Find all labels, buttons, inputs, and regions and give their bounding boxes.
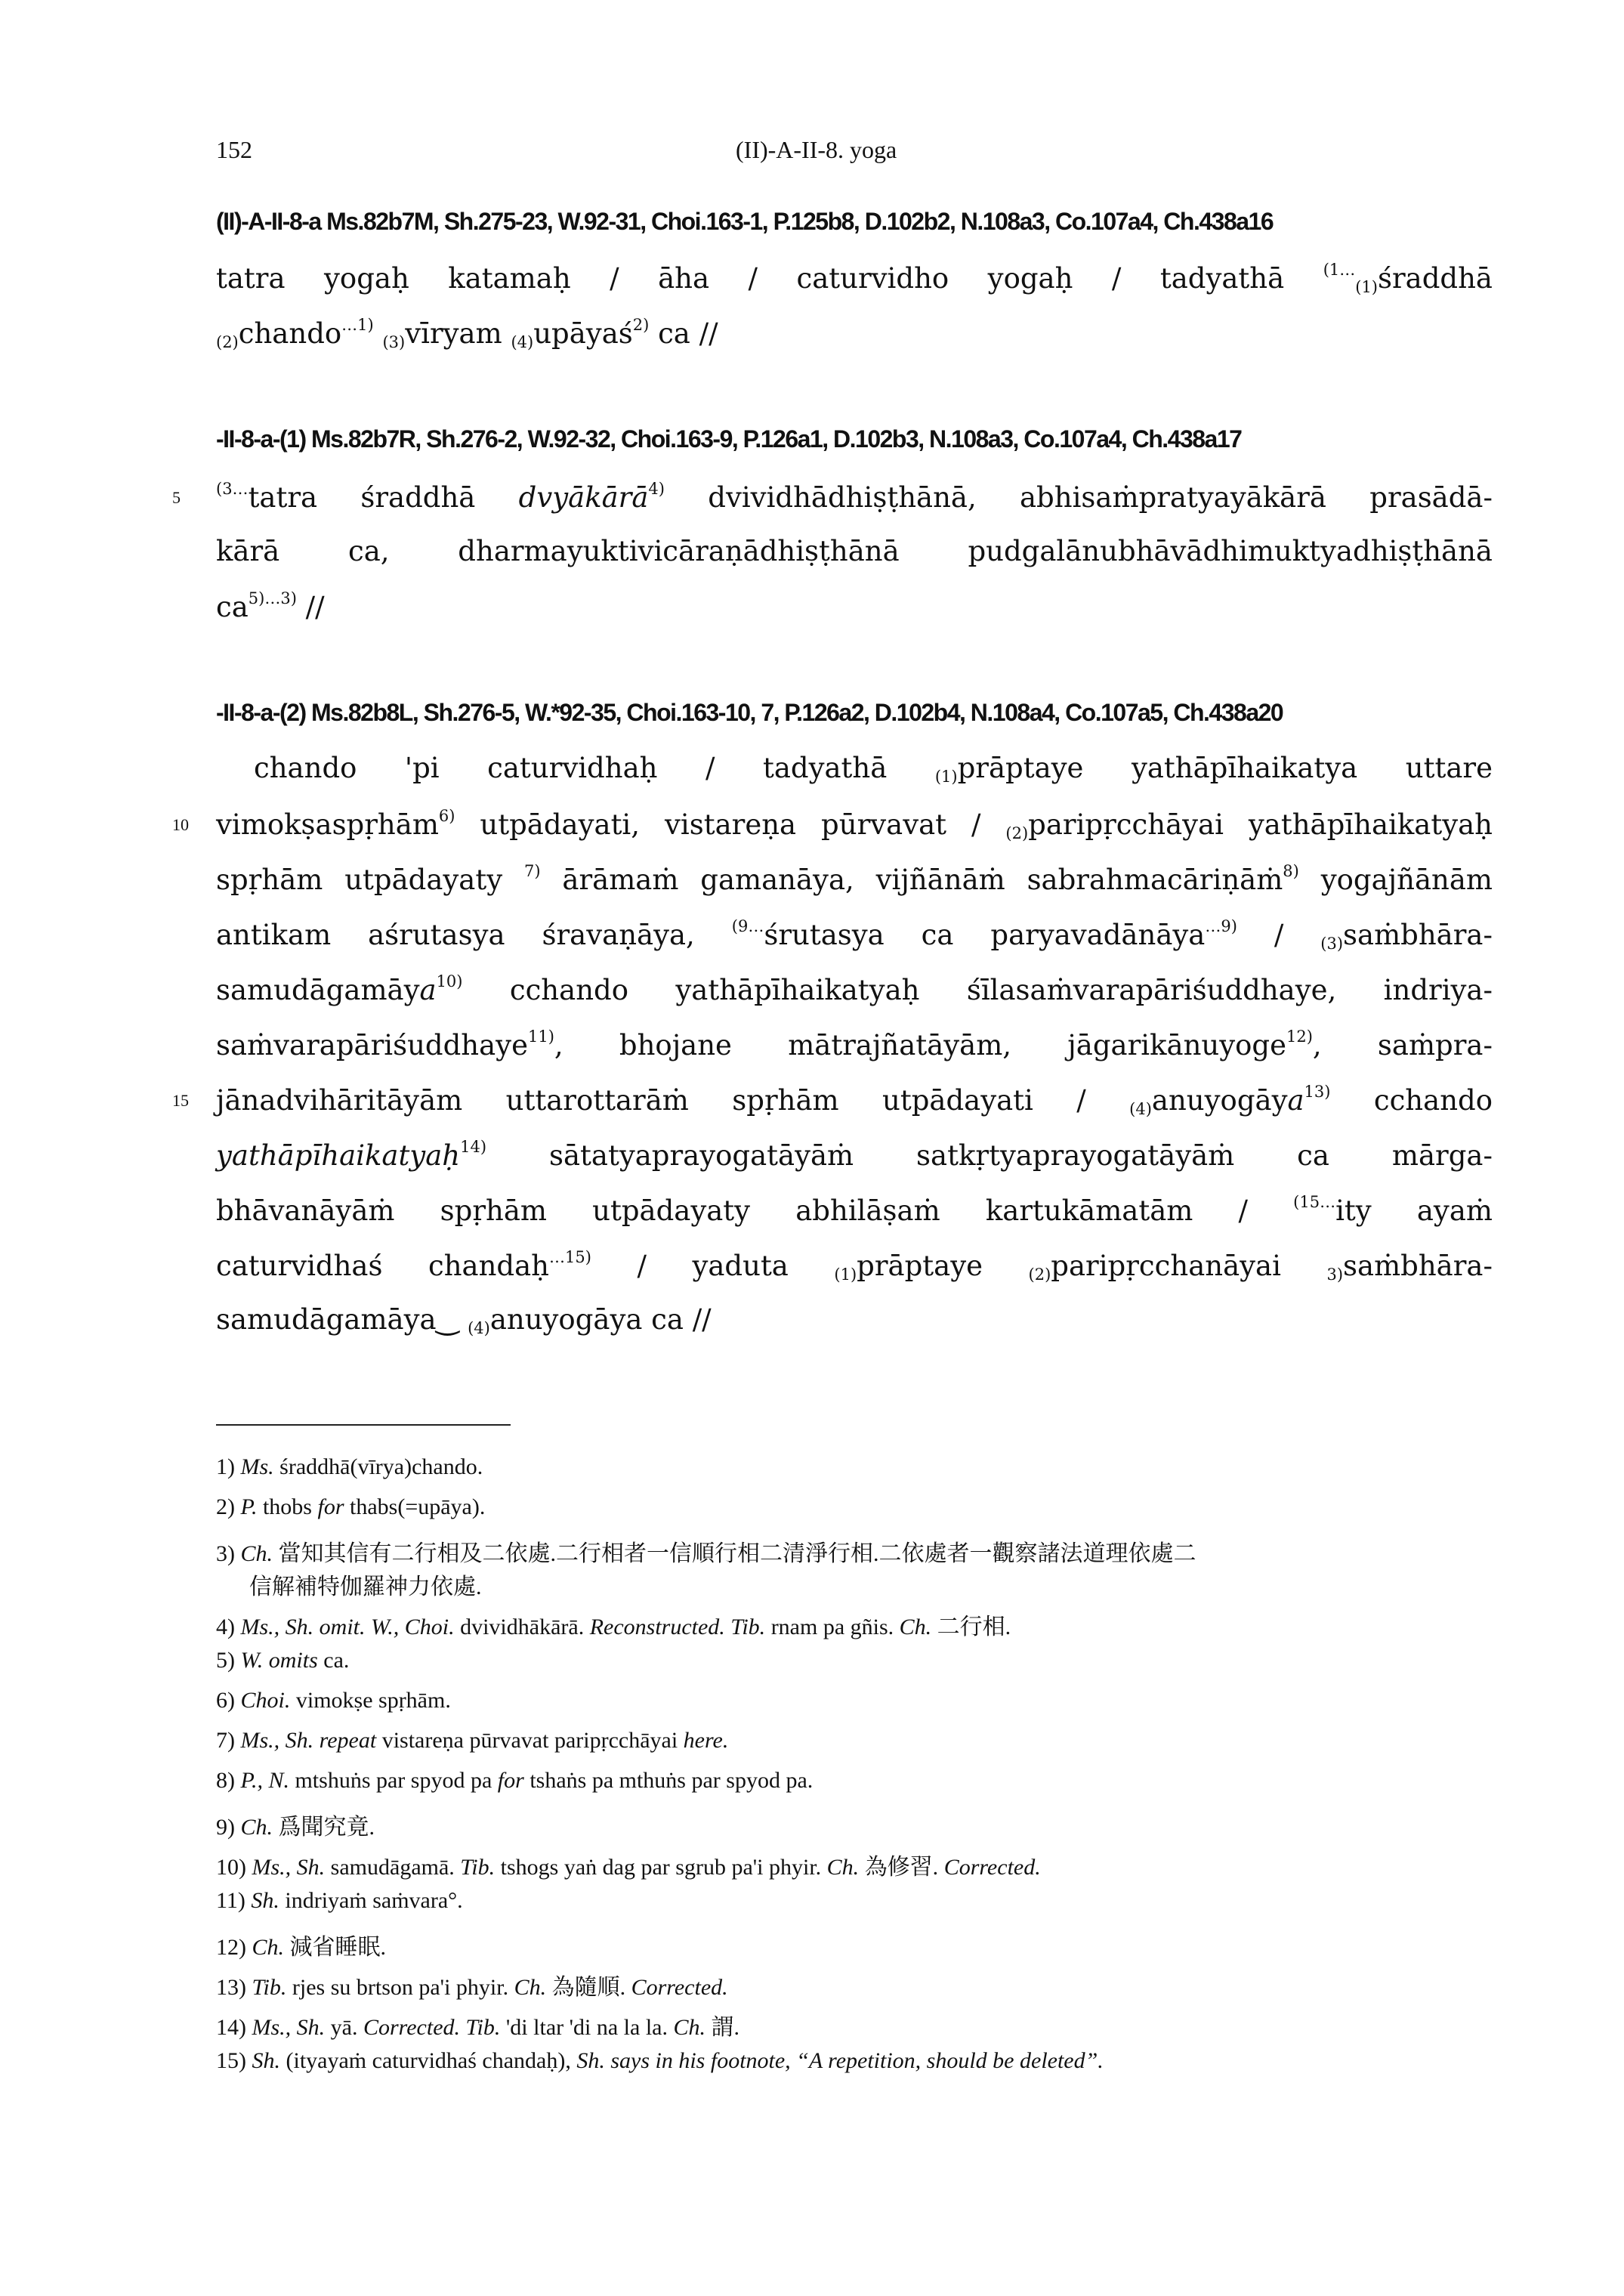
text-segment: rnam pa gñis. — [765, 1615, 900, 1639]
text-line — [216, 807, 1493, 842]
text-line — [216, 316, 1493, 351]
text-segment: // — [296, 591, 325, 623]
text-segment: / yaduta — [591, 1250, 835, 1282]
text-segment: prāptaye — [857, 1250, 1029, 1282]
note-marker: …9) — [1205, 917, 1237, 935]
footnote-rule — [216, 1424, 511, 1426]
footnote — [216, 2008, 739, 2041]
text-line — [216, 535, 1493, 567]
text-segment: 二行相. — [931, 1615, 1011, 1639]
item-marker: (4) — [1129, 1100, 1152, 1118]
text-segment: 15) — [216, 2048, 252, 2073]
text-segment: thabs(=upāya). — [344, 1494, 486, 1519]
text-segment: prāptaye yathāpīhaikatya uttare — [957, 752, 1493, 784]
note-marker: 8) — [1283, 862, 1299, 880]
text-segment: dvividhākārā. — [454, 1615, 590, 1639]
text-segment: 1) — [216, 1454, 241, 1479]
text-segment: indriyaṁ saṁvara°. — [279, 1888, 463, 1913]
footnote — [216, 1688, 451, 1714]
italic-segment: Sh. — [252, 2048, 280, 2073]
text-line — [254, 752, 1493, 786]
text-segment: anuyogāya ca // — [489, 1303, 712, 1336]
line-number: 15 — [172, 1091, 189, 1110]
italic-segment: a — [419, 974, 437, 1006]
italic-segment: Ms. — [240, 1454, 274, 1479]
text-line — [216, 1027, 1493, 1061]
italic-segment: Ch. — [514, 1975, 547, 2000]
text-line — [216, 1303, 1493, 1337]
text-segment: 11) — [216, 1888, 252, 1913]
text-segment: ca. — [317, 1648, 350, 1673]
text-segment: paripṛcchāyai yathāpīhaikatyaḥ — [1028, 808, 1493, 841]
text-segment: 'di ltar 'di na la la. — [500, 2015, 674, 2040]
running-title: (II)-A-II-8. yoga — [736, 136, 897, 163]
item-marker: (4) — [511, 333, 534, 351]
note-marker: 10) — [436, 972, 463, 990]
italic-segment: Ch. — [673, 2015, 705, 2040]
italic-segment: P., N. — [240, 1768, 289, 1793]
text-segment: cchando — [1330, 1084, 1493, 1117]
text-segment: śraddhā(vīrya)chando. — [273, 1454, 483, 1479]
italic-segment: Ms., Sh. — [252, 2015, 326, 2040]
text-line — [216, 862, 1493, 896]
note-marker: (9… — [731, 917, 764, 935]
footnote — [216, 1494, 485, 1520]
italic-segment: yathāpīhaikatyaḥ — [216, 1139, 461, 1172]
text-segment: spṛhām utpādayaty — [216, 864, 524, 896]
text-segment: saṁbhāra- — [1343, 919, 1493, 951]
italic-segment: Ms., Sh. repeat — [240, 1728, 377, 1753]
item-marker: (3) — [382, 333, 406, 351]
note-marker: (15… — [1293, 1193, 1336, 1211]
text-segment: 當知其信有二行相及二依處.二行相者一信順行相二清淨行相.二依處者一觀察諸法道理依處二 — [273, 1541, 1196, 1566]
note-marker: …1) — [341, 316, 374, 334]
note-marker: 6) — [438, 807, 455, 825]
italic-segment: W. omits — [240, 1648, 318, 1673]
text-segment: dvividhādhiṣṭhānā, abhisaṁpratyayākārā prasādā- — [664, 481, 1493, 514]
footnote — [216, 1848, 1041, 1881]
text-segment: 12) — [216, 1935, 252, 1960]
footnote — [216, 1728, 728, 1754]
line-number: 5 — [172, 488, 181, 507]
text-segment: vimokṣe spṛhām. — [290, 1688, 451, 1713]
text-segment: 5) — [216, 1648, 241, 1673]
italic-segment: for — [497, 1768, 524, 1793]
footnote — [216, 1534, 1196, 1568]
italic-segment: Ch. — [252, 1935, 285, 1960]
italic-segment: Ms., Sh. — [252, 1855, 326, 1880]
text-segment: 減省睡眠. — [284, 1935, 387, 1960]
text-segment: / — [1237, 919, 1321, 951]
text-segment: bhāvanāyāṁ spṛhām utpādayaty abhilāṣaṁ kartukāmatām / — [216, 1194, 1294, 1227]
text-segment: ity ayaṁ — [1335, 1194, 1493, 1227]
text-segment: 7) — [216, 1728, 241, 1753]
text-segment: 謂. — [705, 2015, 739, 2040]
section-reference: -II-8-a-(2) Ms.82b8L, Sh.276-5, W.*92-35, Choi.163-10, 7, P.126a2, D.102b4, N.108a4, Co.107a5, Ch.438a20 — [216, 699, 1283, 726]
footnote — [249, 1568, 482, 1601]
italic-segment: Ch. — [826, 1855, 860, 1880]
item-marker: 3) — [1326, 1265, 1344, 1284]
text-segment: tatra yogaḥ katamaḥ / āha / caturvidho yogaḥ / tadyathā — [216, 262, 1323, 295]
text-segment: 4) — [216, 1615, 241, 1639]
text-segment: jānadvihāritāyām uttarottarāṁ spṛhām utpādayati / — [216, 1084, 1130, 1117]
footnote — [216, 1968, 728, 2001]
text-segment: , bhojane mātrajñatāyām, jāgarikānuyoge — [554, 1029, 1286, 1061]
text-segment: saṁvarapāriśuddhaye — [216, 1029, 528, 1061]
text-segment: anuyogāy — [1151, 1084, 1288, 1117]
text-segment: 13) — [216, 1975, 252, 2000]
item-marker: (1) — [1355, 278, 1378, 296]
text-segment: cchando yathāpīhaikatyaḥ śīlasaṁvarapāriśuddhaye, indriya- — [462, 974, 1493, 1006]
text-segment: caturvidhaś chandaḥ — [216, 1250, 550, 1282]
footnote — [216, 1888, 463, 1914]
italic-segment: Corrected. Tib. — [363, 2015, 501, 2040]
text-segment: rjes su brtson pa'i phyir. — [286, 1975, 514, 2000]
text-segment: 為修習. — [859, 1855, 944, 1880]
text-segment: 6) — [216, 1688, 241, 1713]
line-number: 10 — [172, 815, 189, 834]
text-segment: vistareṇa pūrvavat paripṛcchāyai — [376, 1728, 684, 1753]
note-marker: 4) — [648, 480, 665, 498]
text-segment: ca // — [649, 317, 718, 350]
text-segment: sātatyaprayogatāyāṁ satkṛtyaprayogatāyāṁ ca mārga- — [486, 1139, 1493, 1172]
text-segment: 3) — [216, 1541, 241, 1566]
note-marker: …15) — [549, 1248, 591, 1266]
text-segment: antikam aśrutasya śravaṇāya, — [216, 919, 732, 951]
text-segment: vimokṣaspṛhām — [216, 808, 439, 841]
text-segment: samudāgamāy — [216, 974, 420, 1006]
text-segment: samudāgamāya‿ — [216, 1303, 468, 1336]
text-segment: 10) — [216, 1855, 252, 1880]
note-marker: 5)…3) — [248, 589, 297, 607]
text-line — [216, 589, 1493, 623]
text-segment: thobs — [257, 1494, 318, 1519]
note-marker: 11) — [527, 1027, 554, 1046]
text-line — [216, 1193, 1493, 1227]
footnote — [216, 1608, 1011, 1641]
text-segment: (ityayaṁ caturvidhaś chandaḥ), — [280, 2048, 577, 2073]
footnote — [216, 1454, 483, 1480]
text-segment: chando 'pi caturvidhaḥ / tadyathā — [254, 752, 935, 784]
italic-segment: Sh. — [251, 1888, 279, 1913]
text-segment: 為隨順. — [546, 1975, 631, 2000]
item-marker: (2) — [216, 333, 239, 351]
text-segment: 9) — [216, 1815, 241, 1840]
text-segment: samudāgamā. — [325, 1855, 461, 1880]
italic-segment: a — [1287, 1084, 1304, 1117]
footnote — [216, 1648, 349, 1673]
text-line — [216, 1083, 1493, 1118]
text-segment: 14) — [216, 2015, 252, 2040]
page-number: 152 — [216, 136, 252, 163]
text-segment: 信解補特伽羅神力依處. — [249, 1574, 482, 1599]
text-line — [216, 261, 1493, 296]
italic-segment: Tib. — [460, 1855, 496, 1880]
text-segment: vīryam — [405, 317, 511, 350]
italic-segment: Tib. — [252, 1975, 287, 2000]
text-line — [216, 1138, 1493, 1172]
text-segment: chando — [238, 317, 342, 350]
section-reference: -II-8-a-(1) Ms.82b7R, Sh.276-2, W.92-32, Choi.163-9, P.126a1, D.102b3, N.108a3, Co.107a4, Ch.438a17 — [216, 425, 1242, 453]
text-segment: yā. — [325, 2015, 363, 2040]
italic-segment: for — [317, 1494, 344, 1519]
section-reference: (II)-A-II-8-a Ms.82b7M, Sh.275-23, W.92-31, Choi.163-1, P.125b8, D.102b2, N.108a3, Co.107a4, Ch.438a16 — [216, 208, 1274, 235]
text-segment: ca — [216, 591, 249, 623]
text-line — [216, 1248, 1493, 1284]
italic-segment: dvyākārā — [518, 481, 649, 514]
text-segment: upāyaś — [533, 317, 633, 350]
note-marker: (1… — [1323, 261, 1356, 279]
item-marker: (1) — [934, 768, 958, 786]
item-marker: (3) — [1320, 935, 1344, 953]
text-segment: paripṛcchanāyai — [1051, 1250, 1327, 1282]
text-segment: mtshuṅs par spyod pa — [289, 1768, 498, 1793]
note-marker: 13) — [1304, 1083, 1331, 1101]
text-segment: tshogs yaṅ dag par sgrub pa'i phyir. — [495, 1855, 827, 1880]
text-segment: śrutasya ca paryavadānāya — [764, 919, 1206, 951]
text-segment: saṁbhāra- — [1343, 1250, 1493, 1282]
note-marker: (3… — [216, 480, 249, 498]
footnote — [216, 2048, 1104, 2074]
note-marker: 7) — [523, 862, 541, 880]
text-segment: , saṁpra- — [1312, 1029, 1493, 1061]
text-segment: utpādayati, vistareṇa pūrvavat / — [455, 808, 1006, 841]
text-segment: tshaṅs pa mthuṅs par spyod pa. — [523, 1768, 814, 1793]
text-line — [216, 972, 1493, 1006]
note-marker: 14) — [460, 1138, 487, 1156]
italic-segment: Corrected. — [943, 1855, 1041, 1880]
text-segment: tatra śraddhā — [248, 481, 519, 514]
italic-segment: Sh. says in his footnote, “A repetition, should be deleted”. — [576, 2048, 1104, 2073]
item-marker: (1) — [834, 1265, 857, 1284]
text-segment: yogajñānām — [1298, 864, 1493, 896]
footnote — [216, 1808, 375, 1841]
text-segment: 8) — [216, 1768, 241, 1793]
item-marker: (4) — [468, 1319, 490, 1337]
text-segment: śraddhā — [1378, 262, 1493, 295]
italic-segment: Ms., Sh. omit. W., Choi. — [240, 1615, 455, 1639]
italic-segment: Ch. — [240, 1815, 273, 1840]
text-segment — [374, 317, 383, 350]
text-segment: ārāmaṁ gamanāya, vijñānāṁ sabrahmacāriṇāṁ — [540, 864, 1283, 896]
footnote — [216, 1768, 813, 1794]
italic-segment: Ch. — [240, 1541, 273, 1566]
text-line — [216, 917, 1493, 953]
italic-segment: Choi. — [240, 1688, 291, 1713]
text-line — [216, 480, 1493, 514]
text-segment: 2) — [216, 1494, 241, 1519]
italic-segment: Reconstructed. Tib. — [589, 1615, 766, 1639]
italic-segment: Ch. — [899, 1615, 932, 1639]
item-marker: (2) — [1005, 824, 1029, 842]
item-marker: (2) — [1028, 1265, 1051, 1284]
italic-segment: Corrected. — [631, 1975, 728, 2000]
note-marker: 12) — [1286, 1027, 1313, 1046]
text-segment: kārā ca, dharmayuktivicāraṇādhiṣṭhānā pudgalānubhāvādhimuktyadhiṣṭhānā — [216, 535, 1493, 567]
footnote — [216, 1928, 386, 1961]
text-segment: 爲聞究竟. — [273, 1815, 375, 1840]
italic-segment: P. — [240, 1494, 258, 1519]
note-marker: 2) — [632, 316, 650, 334]
italic-segment: here. — [683, 1728, 729, 1753]
